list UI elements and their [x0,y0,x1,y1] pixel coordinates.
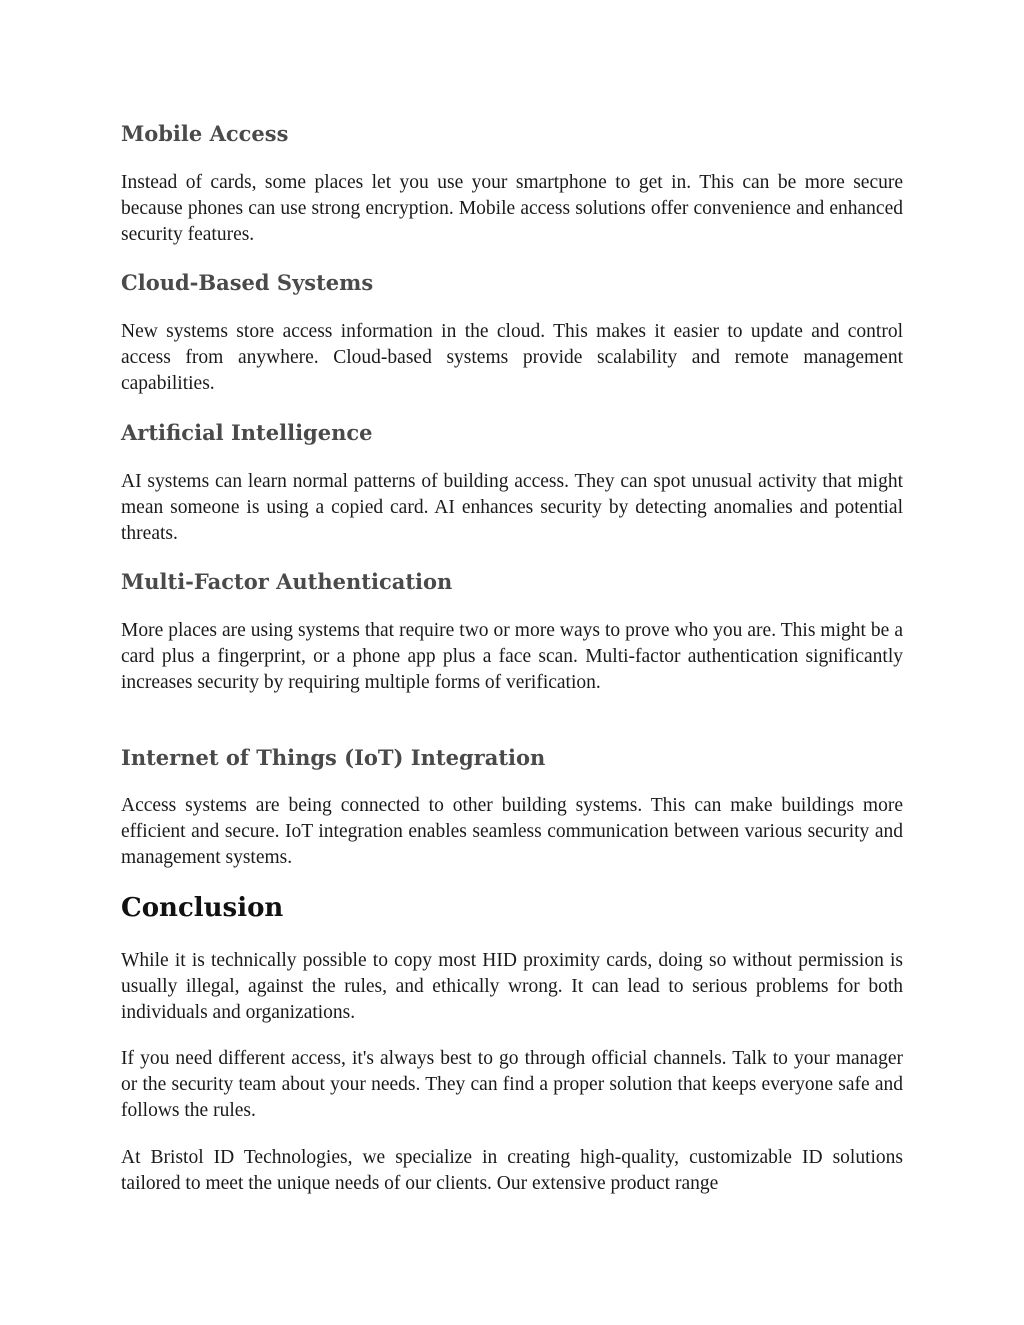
section-heading-multi-factor-authentication: Multi-Factor Authentication [121,569,453,594]
conclusion-paragraph: If you need different access, it's always best to go through official channels. Talk to your manager or the security team about your needs. They can find a proper solution that keeps everyone safe and follows the rules. [121,1048,903,1121]
section-body-multi-factor-authentication: More places are using systems that require two or more ways to prove who you are. This might be a card plus a fingerprint, or a phone app plus a face scan. Multi-factor authentication significantly increases security by requiring multiple forms of verification. [121,620,903,693]
conclusion-paragraph: While it is technically possible to copy most HID proximity cards, doing so without permission is usually illegal, against the rules, and ethically wrong. It can lead to serious problems for both individuals and organizations. [121,950,903,1023]
section-body-cloud-based-systems: New systems store access information in the cloud. This makes it easier to update and control access from anywhere. Cloud-based systems provide scalability and remote management capabilities. [121,321,903,394]
section-heading-iot-integration: Internet of Things (IoT) Integration [121,745,546,770]
section-body-iot-integration: Access systems are being connected to other building systems. This can make buildings more efficient and secure. IoT integration enables seamless communication between various security and management systems. [121,795,903,868]
section-heading-artificial-intelligence: Artificial Intelligence [121,420,373,445]
section-body-artificial-intelligence: AI systems can learn normal patterns of building access. They can spot unusual activity that might mean someone is using a copied card. AI enhances security by detecting anomalies and potential threats. [121,471,903,544]
section-body-mobile-access: Instead of cards, some places let you use your smartphone to get in. This can be more secure because phones can use strong encryption. Mobile access solutions offer convenience and enhanced security features. [121,172,903,245]
section-heading-mobile-access: Mobile Access [121,121,289,146]
conclusion-heading: Conclusion [121,893,284,923]
section-heading-cloud-based-systems: Cloud-Based Systems [121,270,374,295]
conclusion-paragraph: At Bristol ID Technologies, we specialize in creating high-quality, customizable ID solutions tailored to meet the unique needs of our clients. Our extensive product range [121,1147,903,1194]
